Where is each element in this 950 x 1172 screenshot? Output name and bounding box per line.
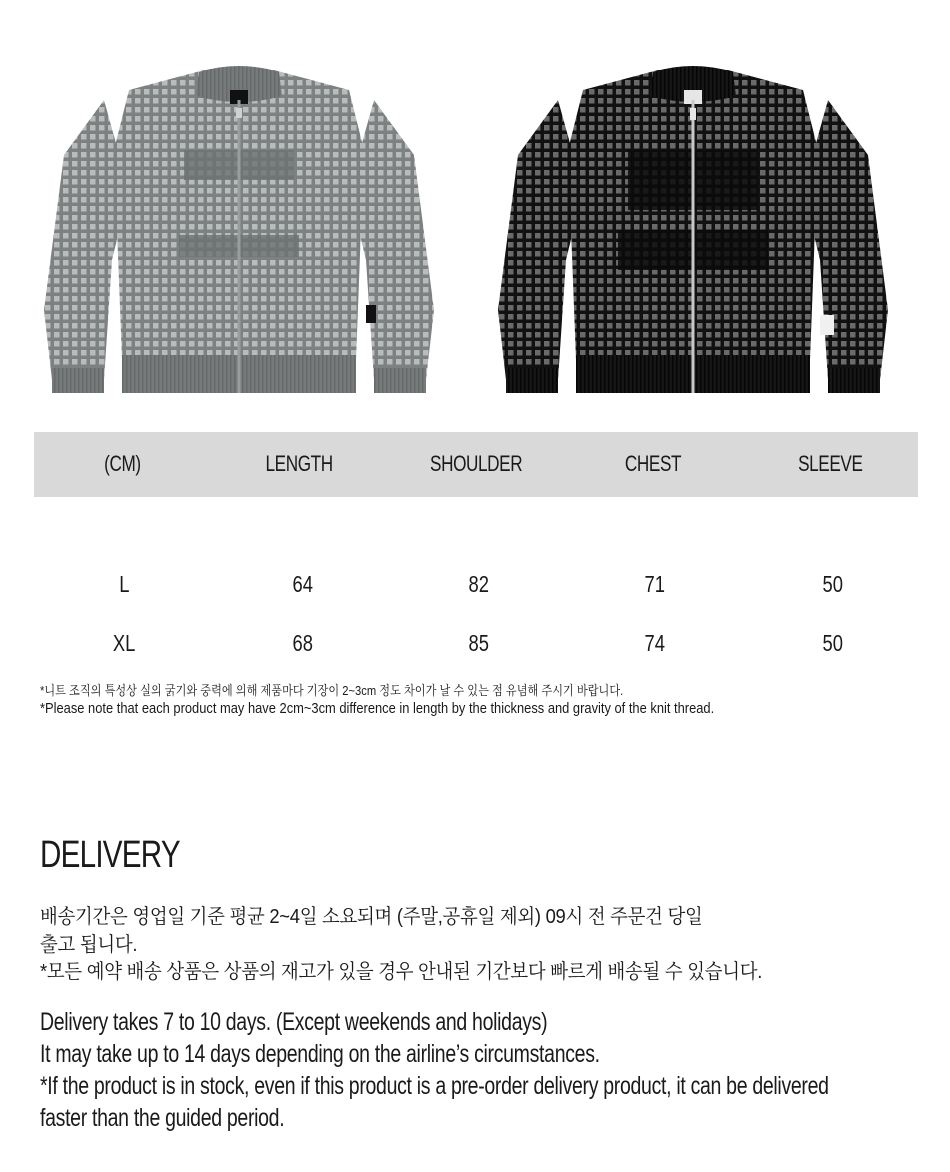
black-jacket-illustration [488,60,898,400]
size-note-english: *Please note that each product may have 2cm~3cm difference in length by the thickness and gravity of the knit thread. [40,700,715,717]
delivery-korean-line: 출고 됩니다. [40,934,138,956]
chest-cell: 71 [644,571,666,597]
header-unit: (CM) [103,451,141,476]
delivery-korean-line: *모든 예약 배송 상품은 상품의 재고가 있을 경우 안내된 기간보다 빠르게 배송될 수 있습니다. [40,961,763,983]
size-table-header [34,432,918,497]
delivery-korean-line: 배송기간은 영업일 기준 평균 2~4일 소요되며 (주말,공휴일 제외) 09시 전 주문건 당일 [40,906,703,928]
delivery-english-line: Delivery takes 7 to 10 days. (Except weekends and holidays) [40,1008,548,1036]
delivery-english-line: *If the product is in stock, even if this product is a pre-order delivery product, it can be delivered [40,1072,829,1100]
size-cell: XL [112,630,136,656]
header-shoulder: SHOULDER [429,451,523,476]
size-note-korean: *니트 조직의 특성상 실의 굵기와 중력에 의해 제품마다 기장이 2~3cm 정도 차이가 날 수 있는 점 유념해 주시기 바랍니다. [40,683,624,698]
shoulder-cell: 85 [468,630,490,656]
gray-jacket-illustration [34,60,444,400]
sleeve-cell: 50 [822,571,844,597]
table-row [34,571,918,611]
delivery-english-line: It may take up to 14 days depending on the airline’s circumstances. [40,1040,600,1068]
shoulder-cell: 82 [468,571,490,597]
sleeve-cell: 50 [822,630,844,656]
size-cell: L [118,571,130,597]
length-cell: 68 [292,630,314,656]
length-cell: 64 [292,571,314,597]
delivery-heading: DELIVERY [40,834,180,876]
delivery-english-line: faster than the guided period. [40,1104,285,1132]
chest-cell: 74 [644,630,666,656]
header-sleeve: SLEEVE [797,451,863,476]
table-row [34,630,918,670]
product-image-gray [34,60,444,400]
header-length: LENGTH [265,451,333,476]
product-image-black [488,60,898,400]
header-chest: CHEST [624,451,682,476]
